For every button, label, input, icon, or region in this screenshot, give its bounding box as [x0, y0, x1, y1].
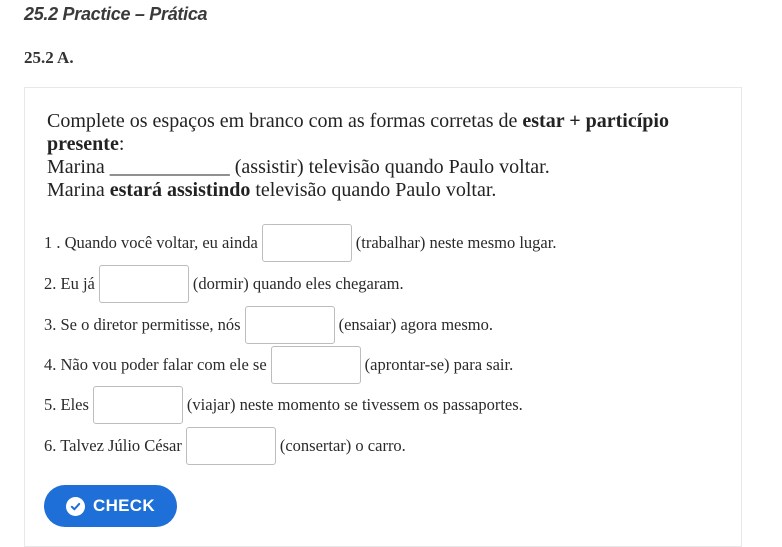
question-suffix: (trabalhar) neste mesmo lugar.	[355, 233, 557, 252]
answer-input-2[interactable]	[99, 265, 189, 303]
answer-input-4[interactable]	[271, 346, 361, 384]
example-answer	[47, 179, 727, 202]
question-4	[44, 345, 513, 385]
question-suffix: (ensaiar) agora mesmo.	[338, 315, 493, 334]
question-prefix: 5. Eles	[44, 395, 89, 414]
question-prefix: 6. Talvez Júlio César	[44, 436, 182, 455]
instructions-colon: :	[118, 133, 125, 155]
exercise-card	[24, 87, 742, 547]
question-5	[44, 385, 523, 425]
answer-input-6[interactable]	[186, 427, 276, 465]
question-2	[44, 264, 404, 304]
question-suffix: (aprontar-se) para sair.	[364, 355, 514, 374]
question-prefix: 2. Eu já	[44, 274, 95, 293]
question-prefix: 1 . Quando você voltar, eu ainda	[44, 233, 258, 252]
answer-input-5[interactable]	[93, 386, 183, 424]
question-suffix: (dormir) quando eles chegaram.	[192, 274, 404, 293]
question-1	[44, 223, 556, 263]
question-prefix: 4. Não vou poder falar com ele se	[44, 355, 267, 374]
instructions-text: Complete os espaços em branco com as formas corretas de	[47, 110, 523, 132]
answer-input-3[interactable]	[245, 306, 335, 344]
check-button-label: CHECK	[93, 496, 155, 515]
answer-text-end: televisão quando Paulo voltar.	[250, 179, 497, 201]
section-title: 25.2 Practice – Prática	[24, 4, 208, 24]
instructions	[47, 110, 727, 202]
answer-text: Marina	[47, 179, 110, 201]
instructions-bold: estar + particípio presente	[47, 110, 669, 155]
question-6	[44, 426, 406, 466]
question-3	[44, 305, 493, 345]
question-prefix: 3. Se o diretor permitisse, nós	[44, 315, 241, 334]
question-suffix: (viajar) neste momento se tivessem os passaportes.	[186, 395, 523, 414]
exercise-title: 25.2 A.	[24, 48, 74, 67]
question-suffix: (consertar) o carro.	[279, 436, 406, 455]
answer-input-1[interactable]	[262, 224, 352, 262]
check-button[interactable]	[44, 485, 177, 527]
instructions-line	[47, 110, 727, 156]
answer-bold: estará assistindo	[109, 179, 251, 201]
check-circle-icon	[66, 497, 85, 516]
example-line: Marina ____________ (assistir) televisão quando Paulo voltar.	[47, 156, 550, 178]
